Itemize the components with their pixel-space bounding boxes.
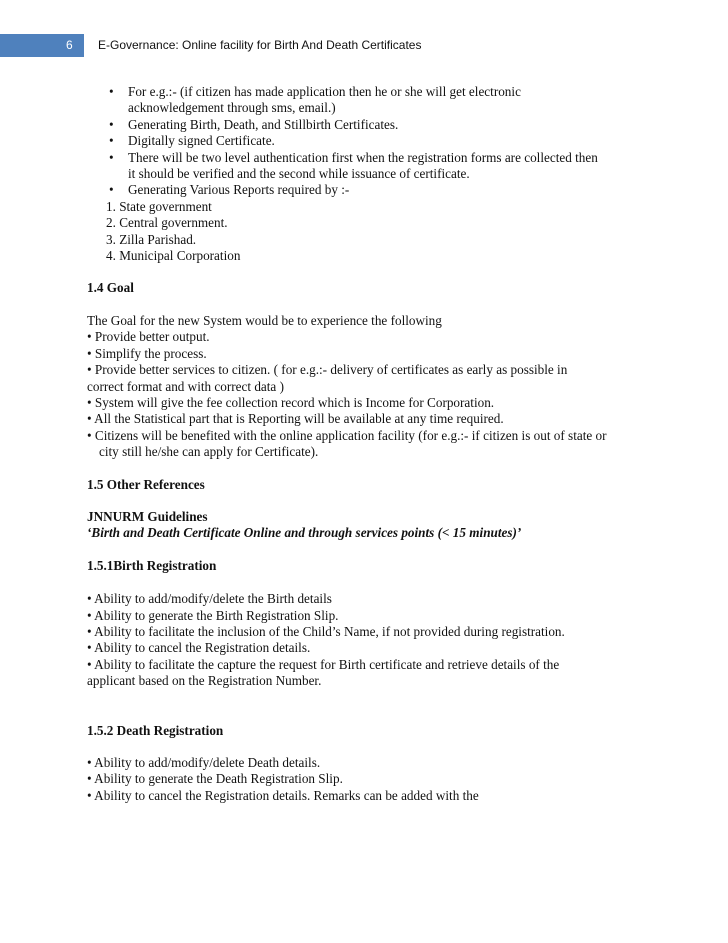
list-item: 4. Municipal Corporation	[106, 248, 241, 264]
list-item: 3. Zilla Parishad.	[106, 231, 197, 247]
goal-intro: The Goal for the new System would be to experience the following	[87, 312, 442, 328]
section-heading-death-registration: 1.5.2 Death Registration	[87, 722, 224, 738]
section-heading-birth-registration: 1.5.1Birth Registration	[87, 557, 217, 573]
birth-item: • Ability to facilitate the inclusion of the Child’s Name, if not provided during registration.	[87, 623, 565, 639]
goal-item: • Simplify the process.	[87, 345, 207, 361]
goal-item: • Citizens will be benefited with the online application facility (for e.g.:- if citizen is out of state or city still he/she can apply for Certificate).	[87, 427, 607, 460]
death-item: • Ability to generate the Death Registration Slip.	[87, 771, 343, 787]
guideline-quote: ‘Birth and Death Certificate Online and through services points (< 15 minutes)’	[87, 525, 522, 541]
goal-item: • All the Statistical part that is Reporting will be available at any time required.	[87, 411, 504, 427]
section-heading-goal: 1.4 Goal	[87, 280, 134, 296]
death-item: • Ability to add/modify/delete Death details.	[87, 755, 321, 770]
birth-item: • Ability to add/modify/delete the Birth details	[87, 591, 332, 607]
reports-numbered-list	[87, 199, 607, 265]
goal-item: • Provide better output.	[87, 329, 210, 345]
goal-item: • System will give the fee collection record which is Income for Corporation.	[87, 394, 495, 410]
list-item: • Generating Various Reports required by :-	[107, 182, 607, 198]
list-item: • Generating Birth, Death, and Stillbirth Certificates.	[107, 117, 607, 133]
page-number: 6	[0, 34, 84, 57]
jnnurm-guidelines: JNNURM Guidelines	[87, 508, 208, 524]
header-title: E-Governance: Online facility for Birth And Death Certificates	[98, 38, 422, 52]
birth-item: • Ability to facilitate the capture the request for Birth certificate and retrieve details of the applicant based on the Registration Number.	[87, 656, 560, 689]
intro-bullet-list	[87, 84, 607, 199]
birth-item: • Ability to generate the Birth Registration Slip.	[87, 607, 339, 623]
list-item: 2. Central government.	[106, 215, 228, 231]
goal-item: • Provide better services to citizen. ( for e.g.:- delivery of certificates as early as possible in correct format and with correct data )	[87, 362, 568, 394]
death-item: • Ability to cancel the Registration details. Remarks can be added with the	[87, 787, 479, 803]
document-body	[87, 84, 607, 804]
list-item: 1. State government	[106, 198, 212, 214]
list-item: • For e.g.:- (if citizen has made application then he or she will get electronic acknowledgement through sms, email.)	[107, 84, 607, 117]
page-header	[0, 34, 728, 57]
list-item: • There will be two level authentication first when the registration forms are collected then it should be verified and the second while issuance of certificate.	[107, 150, 607, 183]
list-item: • Digitally signed Certificate.	[107, 133, 607, 149]
birth-item: • Ability to cancel the Registration details.	[87, 640, 311, 656]
section-heading-other-references: 1.5 Other References	[87, 476, 205, 492]
